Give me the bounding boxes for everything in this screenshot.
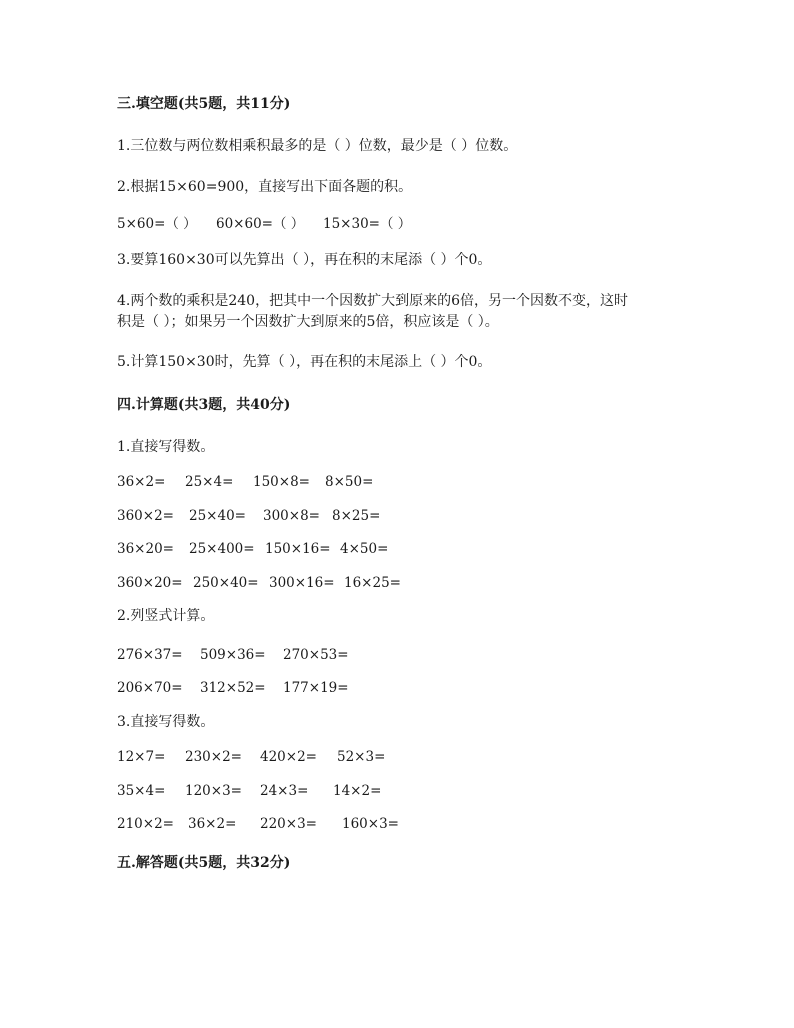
fill-question-5: 5.计算150×30时，先算（ ），再在积的末尾添上（ ）个0。 <box>117 354 492 370</box>
calc-item: 36×20= <box>117 541 174 557</box>
fill-question-4-line-1: 4.两个数的乘积是240，把其中一个因数扩大到原来的6倍，另一个因数不变，这时 <box>117 293 628 309</box>
calc-item: 24×3= <box>260 783 309 799</box>
fill-question-4-line-2: 积是（ ）；如果另一个因数扩大到原来的5倍，积应该是（ ）。 <box>117 314 499 330</box>
calc-item: 14×2= <box>333 783 382 799</box>
calc-item: 360×20= <box>117 575 183 591</box>
calc-item: 150×16= <box>265 541 331 557</box>
calc-item: 16×25= <box>344 575 401 591</box>
fill-question-1: 1.三位数与两位数相乘积最多的是（ ）位数，最少是（ ）位数。 <box>117 138 518 154</box>
calc-item: 36×2= <box>117 474 166 490</box>
fill-question-3: 3.要算160×30可以先算出（ ），再在积的末尾添（ ）个0。 <box>117 252 492 268</box>
calc-part-2-title: 2.列竖式计算。 <box>117 608 215 624</box>
calc-item: 300×8= <box>263 508 320 524</box>
calc-item: 25×400= <box>189 541 255 557</box>
fill-item: 60×60=（ ） <box>216 216 305 232</box>
fill-item: 15×30=（ ） <box>323 216 412 232</box>
calc-item: 35×4= <box>117 783 166 799</box>
section-3-heading: 三.填空题(共5题，共11分) <box>117 96 291 112</box>
calc-item: 120×3= <box>185 783 242 799</box>
calc-item: 300×16= <box>269 575 335 591</box>
section-4-heading: 四.计算题(共3题，共40分) <box>117 397 291 413</box>
calc-item: 210×2= <box>117 816 174 832</box>
calc-item: 230×2= <box>185 749 242 765</box>
calc-item: 8×25= <box>332 508 381 524</box>
calc-item: 160×3= <box>342 816 399 832</box>
calc-item: 360×2= <box>117 508 174 524</box>
calc-item: 52×3= <box>337 749 386 765</box>
calc-part-1-title: 1.直接写得数。 <box>117 439 215 455</box>
calc-item: 509×36= <box>200 647 266 663</box>
calc-item: 206×70= <box>117 680 183 696</box>
calc-item: 4×50= <box>340 541 389 557</box>
calc-item: 25×4= <box>185 474 234 490</box>
calc-item: 270×53= <box>283 647 349 663</box>
calc-item: 25×40= <box>189 508 246 524</box>
calc-part-3-title: 3.直接写得数。 <box>117 714 215 730</box>
calc-item: 276×37= <box>117 647 183 663</box>
section-5-heading: 五.解答题(共5题，共32分) <box>117 855 291 871</box>
calc-item: 250×40= <box>193 575 259 591</box>
calc-item: 36×2= <box>188 816 237 832</box>
calc-item: 12×7= <box>117 749 166 765</box>
calc-item: 420×2= <box>260 749 317 765</box>
calc-item: 220×3= <box>260 816 317 832</box>
fill-item: 5×60=（ ） <box>117 216 197 232</box>
calc-item: 150×8= <box>253 474 310 490</box>
calc-item: 177×19= <box>283 680 349 696</box>
fill-question-2: 2.根据15×60=900，直接写出下面各题的积。 <box>117 179 413 195</box>
calc-item: 312×52= <box>200 680 266 696</box>
calc-item: 8×50= <box>325 474 374 490</box>
